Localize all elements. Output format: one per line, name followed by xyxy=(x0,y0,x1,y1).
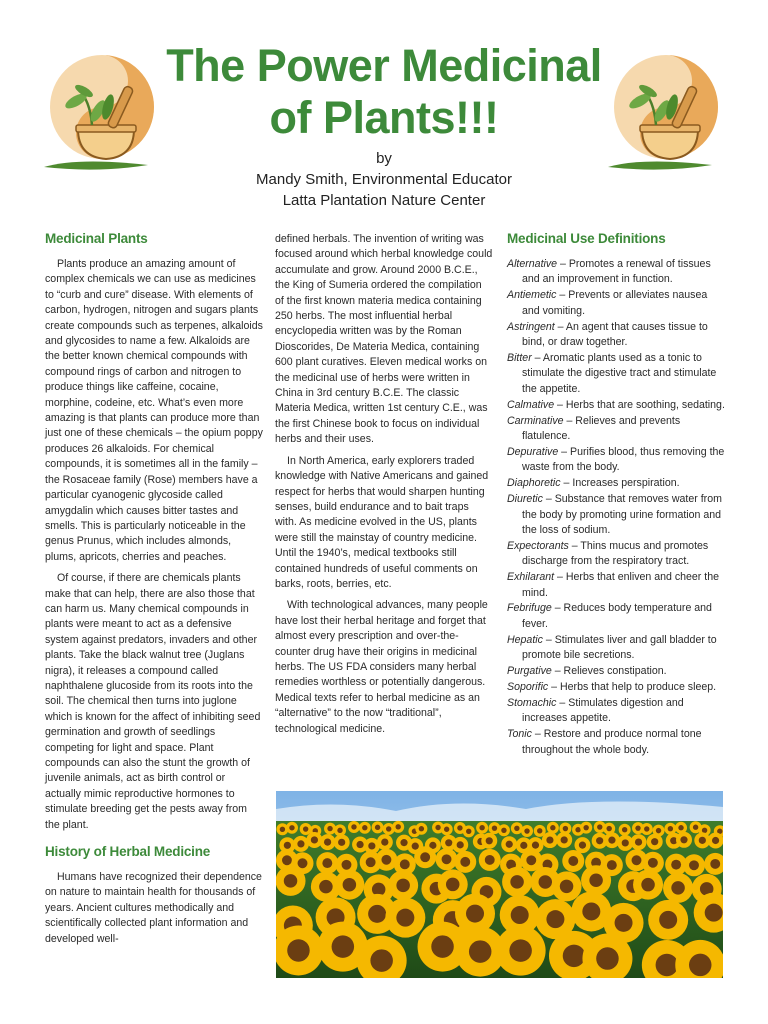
column-right xyxy=(507,228,725,759)
sunflower-center xyxy=(597,824,602,829)
byline-author: Mandy Smith, Environmental Educator xyxy=(256,171,512,188)
sunflower-center xyxy=(322,858,332,868)
sunflower-center xyxy=(284,874,298,888)
sunflower-center xyxy=(520,842,527,849)
sunflower-center xyxy=(579,842,586,849)
definition-item xyxy=(507,727,725,758)
definition-text: – Thins mucus and promotes discharge from the respiratory tract. xyxy=(522,539,709,568)
sunflower-center xyxy=(537,828,542,833)
paragraph: defined herbals. The invention of writing was focused around which herbal knowledge could accumulate and grow. Around 2000 B.C.E., the King of Sumeria ordered the compilation of the first known materia medica containing 250 herbs. The most influential herbal encyclopedia written was by the Roman Dioscorides, De Materia Medica, containing 600 plant curatives. Eleven medical works on the medicinal use of herbs were written in China in 3rd century B.C.E. The classic Materia Medica, written 1st century C.E., was the first Chinese book to focus on individual herbs and their uses. xyxy=(275,233,493,446)
sunflower-center xyxy=(298,858,308,868)
sunflower-center xyxy=(446,878,460,892)
sunflower-center xyxy=(351,824,356,829)
sunflower-center xyxy=(583,825,588,830)
sunflower-center xyxy=(362,825,367,830)
title-line-2: of Plants!!! xyxy=(269,92,499,143)
sunflower-center xyxy=(659,911,677,929)
definition-term: Stomachic xyxy=(507,696,557,709)
sunflower-center xyxy=(324,838,331,845)
paragraph: Plants produce an amazing amount of complex chemicals we can use as medicines to “curb and cure” disease. With elements of carbon, hydrogen, nitrogen and sugars plants create compounds such as terpenes, alkaloids and glycosides to name a few. Alkaloids are the better known chemical compounds with compound rings of carbon and nitrogen to produce things like caffeine, cocaine, morphine, codeine, etc. What’s even more amazing is that plants can produce more than just one of these chemicals – the opium poppy produces 26 alkaloids. For chemical compounds, it is sometimes all in the family – the Rosaceae family (Rose) members have a particular cyanogenic glycoside called amygdalin which causes bitter tastes and smells. This is particularly noticeable in the genus Prunus, which includes almonds, plums, apricots, cherries and peaches. xyxy=(45,258,263,563)
sunflower-center xyxy=(342,860,352,870)
title-line-1: The Power Medicinal xyxy=(166,40,602,91)
sunflower-center xyxy=(381,855,391,865)
sunflower-center xyxy=(632,855,642,865)
definition-text: – Herbs that help to produce sleep. xyxy=(548,680,717,693)
sunflower-center xyxy=(431,935,454,958)
mortar-pestle-herbs-icon xyxy=(38,45,163,175)
sunflower-center xyxy=(400,859,410,869)
sunflower-center xyxy=(445,839,452,846)
sunflower-center xyxy=(582,902,600,920)
sunflower-center xyxy=(396,879,410,893)
definition-item xyxy=(507,257,725,288)
sunflower-center xyxy=(492,825,497,830)
sunflower-center xyxy=(509,939,532,962)
byline xyxy=(150,148,618,211)
sunflower-center xyxy=(396,909,414,927)
sunflower-center xyxy=(485,855,495,865)
sunflower-center xyxy=(710,859,720,869)
sunflower-center xyxy=(526,855,536,865)
sunflower-center xyxy=(575,827,580,832)
definition-text: – Promotes a renewal of tissues and an improvement in function. xyxy=(522,258,711,286)
byline-by: by xyxy=(376,150,392,167)
sunflower-center xyxy=(641,878,655,892)
sunflower-center xyxy=(419,826,424,831)
sunflower-center xyxy=(648,858,658,868)
column-left xyxy=(45,228,263,953)
definition-text: – An agent that causes tissue to bind, or draw together. xyxy=(522,320,708,349)
sunflower-center xyxy=(689,954,712,977)
definition-term: Bitter xyxy=(507,351,532,364)
mortar-pestle-herbs-icon xyxy=(602,45,727,175)
definition-item xyxy=(507,320,725,351)
sunflower-center xyxy=(680,836,687,843)
sunflower-center xyxy=(656,828,661,833)
definition-term: Diaphoretic xyxy=(507,477,561,490)
sunflower-center xyxy=(460,857,470,867)
definition-item xyxy=(507,492,725,538)
sunflower-center xyxy=(607,860,617,870)
definition-term: Tonic xyxy=(507,728,532,741)
definition-item xyxy=(507,680,725,695)
sunflower-center xyxy=(671,881,685,895)
sunflower-center xyxy=(651,838,658,845)
sunflower-center xyxy=(689,860,699,870)
definition-item xyxy=(507,633,725,664)
sunflower-center xyxy=(568,856,578,866)
sunflower-center xyxy=(400,839,407,846)
definition-term: Calmative xyxy=(507,398,555,411)
definition-text: – Herbs that are soothing, sedating. xyxy=(554,398,725,411)
sunflower-center xyxy=(550,825,555,830)
sunflower-center xyxy=(524,828,529,833)
definition-term: Antiemetic xyxy=(507,289,557,302)
sunflower-center xyxy=(381,839,388,846)
sunflower-center xyxy=(466,829,471,834)
sunflower-center xyxy=(539,875,553,889)
sunflower-center xyxy=(560,880,574,894)
sunflower-center xyxy=(563,945,586,968)
definition-term: Expectorants xyxy=(507,539,569,552)
sunflower-center xyxy=(282,855,292,865)
sunflower-center xyxy=(375,825,380,830)
sunflower-center xyxy=(511,906,529,924)
sunflower-center xyxy=(606,826,611,831)
byline-org: Latta Plantation Nature Center xyxy=(282,192,486,209)
sunflower-center xyxy=(284,842,291,849)
sunflower-center xyxy=(287,939,310,962)
sunflower-center xyxy=(420,852,430,862)
definition-text: – Increases perspiration. xyxy=(560,477,680,490)
sunflower-center xyxy=(444,827,449,832)
sunflower-center xyxy=(338,839,345,846)
sunflower-center xyxy=(366,857,376,867)
definition-item xyxy=(507,570,725,601)
column-middle xyxy=(275,232,493,743)
definition-text: – Stimulates digestion and increases appetite. xyxy=(522,696,684,725)
sunflower-center xyxy=(303,826,308,831)
sunflower-center xyxy=(622,827,627,832)
sunflower-center xyxy=(395,824,400,829)
sunflower-center xyxy=(622,839,629,846)
paragraph: Of course, if there are chemicals plants make that can help, there are also those that can harm us. Many chemical compounds in plants were meant to act as a defensive system against predators, invaders and other plants. Take the black walnut tree (Juglans nigra), it releases a compound called naphthalene glucoside from its roots into the soil. The chemical then turns into juglone which is known for the affect of inhibiting seed germination and growth of seedlings competing for light and space. Plant compounds can also the stunt the growth of juvenile animals, act as birth control or actually mimic reproductive hormones to stimulate breeding get the pests away from the plant. xyxy=(45,572,261,831)
sunflower-center xyxy=(457,825,462,830)
definition-text: – Reduces body temperature and fever. xyxy=(522,602,712,630)
sunflower-center xyxy=(656,954,679,977)
sunflower-center xyxy=(635,838,642,845)
definitions-list xyxy=(507,257,725,758)
definition-item xyxy=(507,288,725,319)
definition-term: Hepatic xyxy=(507,633,543,646)
definition-text: – Purifies blood, thus removing the waste from the body. xyxy=(522,445,725,474)
sunflower-center xyxy=(546,836,553,843)
definition-item xyxy=(507,601,725,632)
definition-item xyxy=(507,414,725,445)
definition-term: Soporific xyxy=(507,680,549,693)
definition-item xyxy=(507,476,725,491)
sunflower-center xyxy=(506,841,513,848)
sunflower-center xyxy=(589,874,603,888)
section-heading-history: History of Herbal Medicine xyxy=(45,844,211,860)
definition-term: Purgative xyxy=(507,665,552,678)
definition-text: – Stimulates liver and gall bladder to promote bile secretions. xyxy=(522,633,717,662)
sunflower-center xyxy=(327,826,332,831)
paragraph: With technological advances, many people have lost their herbal heritage and forget that almost every prescription and over-the-counter drug have their origins in medicinal herbs. The US FDA considers many herbal remedies worthless or potentially dangerous. Medical texts refer to herbal medicine as an “alternative” to the now “traditional”, technological medicine. xyxy=(275,599,488,735)
definition-term: Depurative xyxy=(507,445,559,458)
definition-term: Carminative xyxy=(507,414,564,427)
definition-text: – Aromatic plants used as a tonic to stimulate the digestive tract and stimulate the appetite. xyxy=(522,351,717,395)
sunflower-center xyxy=(469,940,492,963)
sunflower-center xyxy=(319,880,333,894)
sunflower-center xyxy=(289,825,294,830)
sunflower-center xyxy=(671,860,681,870)
sunflower-center xyxy=(693,825,698,830)
definition-term: Alternative xyxy=(507,258,558,270)
sunflower-center xyxy=(596,947,619,970)
sunflower-center xyxy=(546,910,564,928)
sunflower-center xyxy=(368,842,375,849)
definition-term: Exhilarant xyxy=(507,571,555,584)
definition-term: Diuretic xyxy=(507,493,543,506)
sunflower-center xyxy=(356,841,363,848)
sunflower-center xyxy=(705,904,723,922)
paragraph: Humans have recognized their dependence on nature to maintain health for thousands of years. Ancient cultures methodically and scientifically collected plant information and developed well- xyxy=(45,871,262,945)
sunflower-center xyxy=(514,826,519,831)
sunflower-center xyxy=(608,837,615,844)
sunflower-field-photo xyxy=(276,791,723,978)
sunflower-center xyxy=(412,843,419,850)
sunflower-center xyxy=(702,828,707,833)
sunflower-center xyxy=(712,837,719,844)
sunflower-center xyxy=(311,836,318,843)
sunflower-center xyxy=(561,836,568,843)
definition-item xyxy=(507,445,725,476)
definition-text: – Restore and produce normal tone throughout the whole body. xyxy=(522,728,702,756)
definition-item xyxy=(507,351,725,397)
section-heading-definitions: Medicinal Use Definitions xyxy=(507,231,666,246)
sunflower-center xyxy=(457,841,464,848)
paragraph: In North America, early explorers traded knowledge with Native Americans and gained respect for herbs that would sharpen hunting senses, build endurance and to bait traps with. As medicine evolved in the US, plants were still the mainstay of country medicine. Until the 1940’s, medical textbooks still contained hundreds of useful comments on barks, roots, berries, etc. xyxy=(275,454,489,590)
sunflower-center xyxy=(678,825,683,830)
definition-text: – Prevents or alleviates nausea and vomiting. xyxy=(522,289,708,317)
sunflower-center xyxy=(435,825,440,830)
definition-item xyxy=(507,398,725,413)
page-title xyxy=(150,40,618,144)
sunflower-center xyxy=(635,825,640,830)
sunflower-center xyxy=(486,837,493,844)
sunflower-center xyxy=(297,840,304,847)
sunflower-center xyxy=(332,935,355,958)
definition-text: – Relieves and prevents flatulence. xyxy=(522,414,681,442)
definition-item xyxy=(507,664,725,679)
definition-term: Febrifuge xyxy=(507,602,552,615)
sunflower-center xyxy=(343,878,357,892)
sunflower-center xyxy=(442,854,452,864)
definition-text: – Relieves constipation. xyxy=(551,665,667,678)
sunflower-center xyxy=(532,842,539,849)
sunflower-center xyxy=(337,828,342,833)
definition-item xyxy=(507,539,725,570)
sunflower-center xyxy=(280,827,285,832)
sunflower-center xyxy=(501,828,506,833)
definition-term: Astringent xyxy=(507,320,555,333)
sunflower-center xyxy=(699,837,706,844)
sunflower-center xyxy=(563,826,568,831)
definition-item xyxy=(507,696,725,727)
sunflower-center xyxy=(668,826,673,831)
sunflower-center xyxy=(615,914,633,932)
sunflower-center xyxy=(479,825,484,830)
definition-text: – Substance that removes water from the body by promoting urine formation and the loss of sodium. xyxy=(522,493,722,536)
sunflower-center xyxy=(386,826,391,831)
sunflower-center xyxy=(644,826,649,831)
sunflower-center xyxy=(466,905,484,923)
sunflower-center xyxy=(596,837,603,844)
sunflower-center xyxy=(370,949,393,972)
section-heading-medicinal-plants: Medicinal Plants xyxy=(45,231,148,246)
sunflower-center xyxy=(368,905,386,923)
sunflower-center xyxy=(510,875,524,889)
definition-text: – Herbs that enliven and cheer the mind. xyxy=(522,571,720,599)
